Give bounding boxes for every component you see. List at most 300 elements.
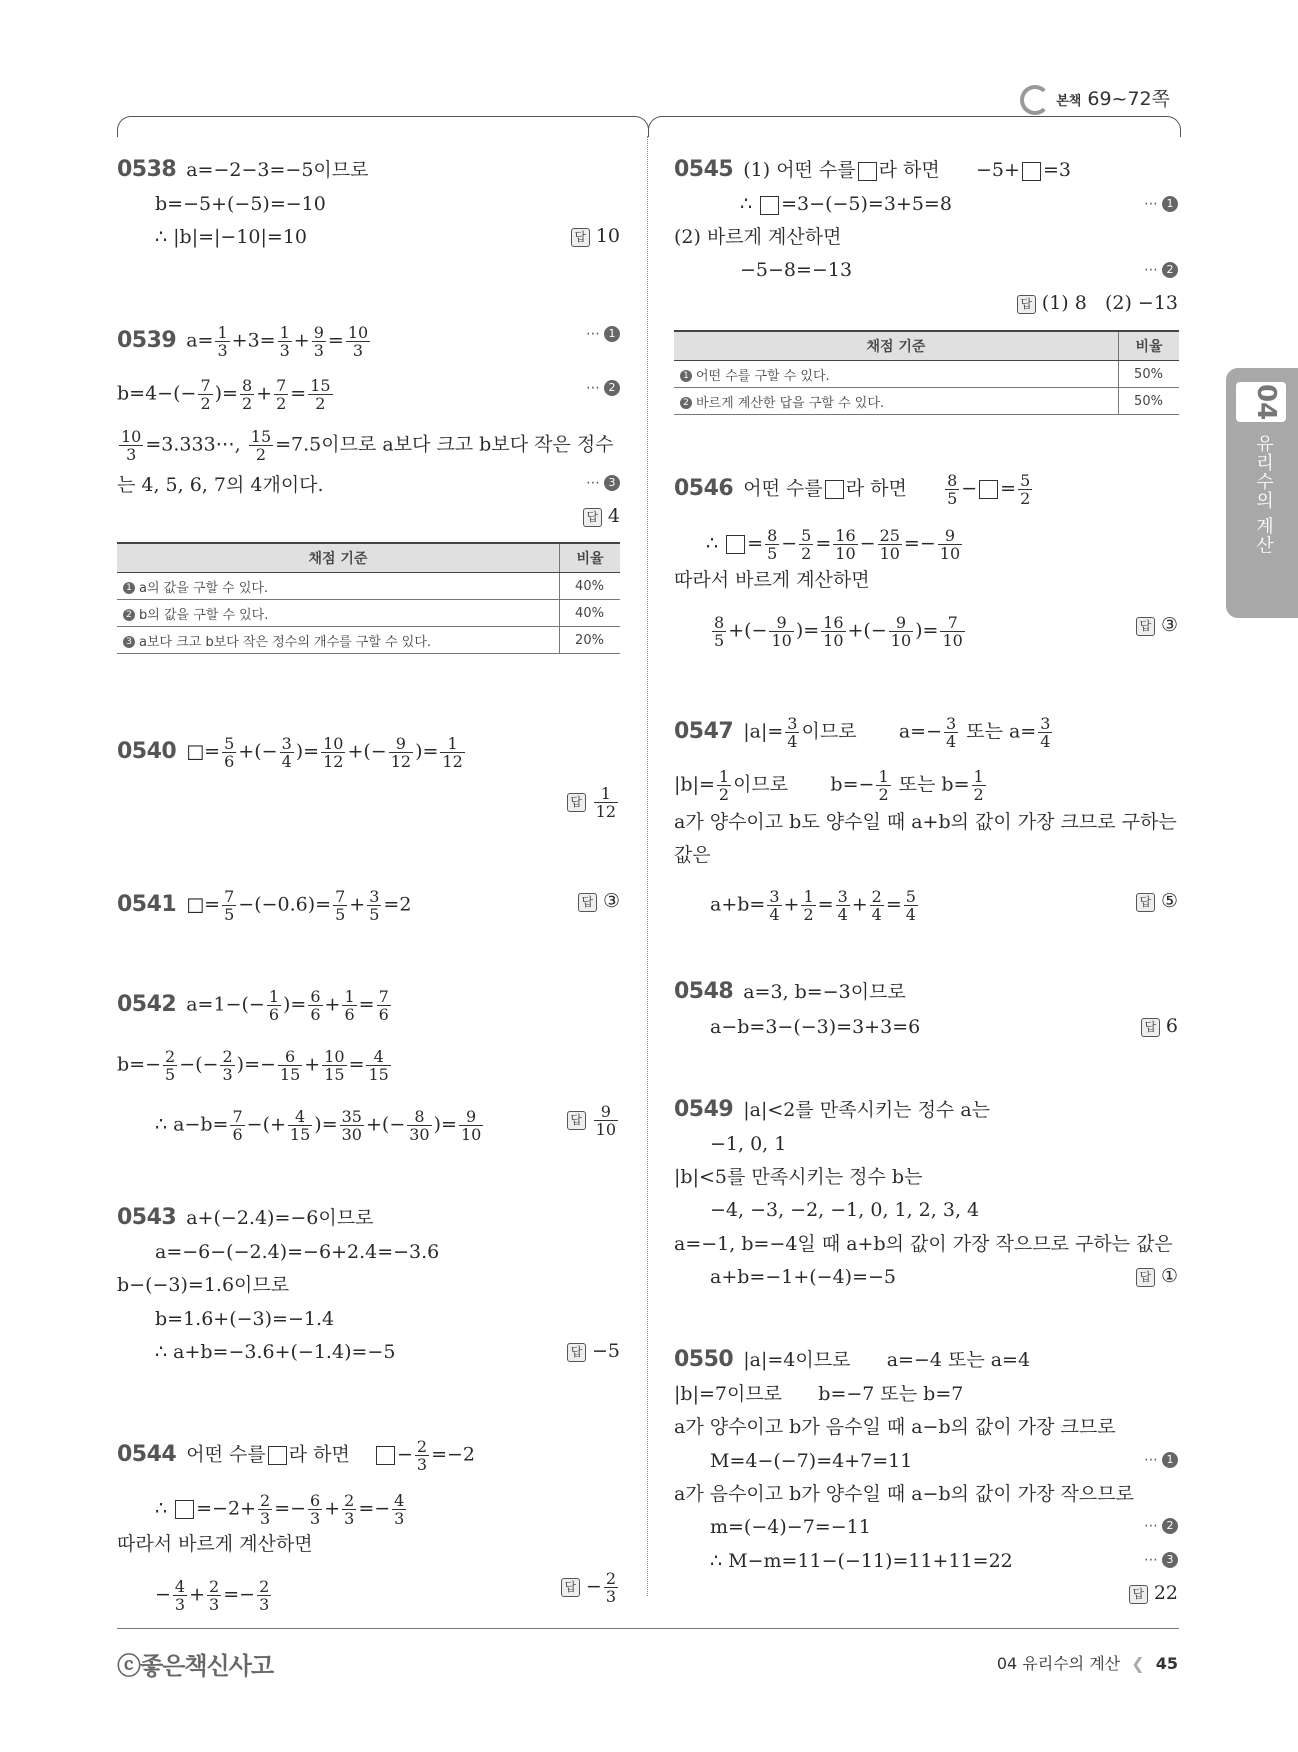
fraction <box>308 988 322 1023</box>
fd: 12 <box>323 752 344 771</box>
fd: 6 <box>232 1125 243 1144</box>
fd: 2 <box>241 394 253 413</box>
p0550-line7: ∴ M−m=11−(−11)=11+11=22 <box>710 1550 1013 1572</box>
fd: 12 <box>442 752 463 771</box>
p0539-line3 <box>117 428 614 463</box>
step-dot: 2 <box>1162 1518 1178 1534</box>
t: =− <box>274 1497 307 1520</box>
t: − <box>781 532 798 555</box>
fraction <box>274 377 288 412</box>
fn: 8 <box>407 1108 431 1126</box>
t: =−2 <box>431 1443 476 1466</box>
p0550-line2 <box>674 1382 963 1406</box>
answer-value: ③ <box>1160 614 1178 636</box>
t: −(−0.6)= <box>238 893 332 916</box>
problem-number: 0549 <box>674 1097 734 1122</box>
answer-icon: 답 <box>1017 295 1036 314</box>
t: =2 <box>383 893 412 916</box>
t: =3 <box>1042 159 1071 181</box>
fn: 7 <box>224 887 235 906</box>
answer <box>1141 1015 1178 1037</box>
p0547-line3: a가 양수이고 b도 양수일 때 a+b의 값이 가장 크므로 구하는 <box>674 811 1177 833</box>
fraction <box>257 1578 271 1613</box>
t: + <box>851 893 868 916</box>
fraction <box>389 735 413 770</box>
fd: 3 <box>174 1595 186 1614</box>
t: + <box>256 382 273 405</box>
t: )= <box>214 382 238 405</box>
t: =− <box>903 532 936 555</box>
fraction <box>767 888 781 923</box>
p0542-line3 <box>155 1108 485 1143</box>
answer <box>1136 614 1178 636</box>
fraction <box>940 614 964 649</box>
fn: 9 <box>889 614 913 632</box>
step-dot: 1 <box>1162 196 1178 212</box>
step-dot: 1 <box>604 326 620 342</box>
fd: 2 <box>803 905 814 924</box>
p0550-line3: a가 양수이고 b가 음수일 때 a−b의 값이 가장 크므로 <box>674 1416 1116 1438</box>
fn: 9 <box>594 1103 618 1121</box>
answer <box>567 1103 620 1138</box>
fraction <box>308 1492 322 1527</box>
fraction <box>833 527 857 562</box>
problem-number: 0541 <box>117 891 177 917</box>
fn: 7 <box>232 1107 243 1126</box>
fn: 3 <box>946 714 957 733</box>
fn: 10 <box>323 734 344 753</box>
fn: 2 <box>871 887 882 906</box>
t: ∴ <box>706 532 719 555</box>
problem-number: 0547 <box>674 718 734 744</box>
answer <box>567 785 620 820</box>
fn: 35 <box>341 1107 362 1126</box>
p0549-line5: a=−1, b=−4일 때 a+b의 값이 가장 작으므로 구하는 값은 <box>674 1233 1173 1255</box>
t: 라 하면 <box>845 477 907 500</box>
criteria-cell <box>117 627 560 654</box>
answer-icon: 답 <box>567 1111 586 1130</box>
fraction <box>288 1108 312 1143</box>
t: +3= <box>231 329 276 352</box>
problem-number: 0538 <box>117 157 177 182</box>
fd: 30 <box>409 1125 430 1144</box>
fraction <box>415 1438 429 1473</box>
t: 어떤 수를 <box>186 1443 266 1466</box>
fraction <box>717 768 731 803</box>
mark: 3 <box>123 636 135 648</box>
t: =− <box>223 1583 256 1606</box>
fn: 2 <box>165 1047 176 1066</box>
t: )= <box>795 619 820 642</box>
criteria-cell <box>117 573 560 600</box>
t: −(− <box>179 1053 219 1076</box>
problem-0542 <box>117 988 393 1023</box>
t: □= <box>186 740 221 763</box>
p0544-line3: 따라서 바르게 계산하면 <box>117 1533 313 1555</box>
problem-0540 <box>117 735 467 770</box>
fn: 1 <box>878 767 889 786</box>
fd: 10 <box>835 544 856 563</box>
fn: 9 <box>389 735 413 753</box>
fn: 2 <box>344 1491 355 1510</box>
t: )= <box>433 1113 457 1136</box>
fraction <box>321 735 345 770</box>
problem-number: 0544 <box>117 1441 177 1467</box>
fd: 15 <box>324 1065 345 1084</box>
step-marker: ⋯ 1 <box>1144 196 1178 212</box>
t: = <box>358 993 375 1016</box>
step-dot: 3 <box>604 475 620 491</box>
fn: 2 <box>416 1437 428 1456</box>
fraction <box>119 428 143 463</box>
t: − <box>585 1575 602 1598</box>
fn: 1 <box>803 887 814 906</box>
ratio-header: 비율 <box>560 543 621 573</box>
step-marker: ⋯ 1 <box>1144 1452 1178 1468</box>
t: =3−(−5)=3+5=8 <box>781 193 952 215</box>
answer <box>1129 1582 1178 1604</box>
fraction <box>377 988 391 1023</box>
fd: 2 <box>315 394 326 413</box>
t: |a|<2를 만족시키는 정수 a는 <box>743 1099 991 1121</box>
fraction <box>220 1048 234 1083</box>
p0550-line5: a가 음수이고 b가 양수일 때 a−b의 값이 가장 작으므로 <box>674 1483 1134 1505</box>
fd: 2 <box>276 394 287 413</box>
blank-box-icon <box>760 196 779 215</box>
blank-box-icon <box>1022 162 1041 181</box>
column-divider <box>647 136 648 1596</box>
t: )= <box>295 740 320 763</box>
t: + <box>324 993 341 1016</box>
fraction <box>312 324 326 359</box>
step-marker: ⋯ 3 <box>1144 1552 1178 1568</box>
fd: 4 <box>769 905 780 924</box>
fn: 9 <box>459 1108 483 1126</box>
answer <box>1136 1265 1178 1287</box>
t: = <box>348 1053 365 1076</box>
fraction <box>230 1108 244 1143</box>
fraction <box>870 888 884 923</box>
answer-value: ③ <box>602 890 620 912</box>
fd: 4 <box>837 905 848 924</box>
fraction <box>342 988 356 1023</box>
fd: 3 <box>217 341 228 360</box>
ratio-header: 비율 <box>1119 331 1180 361</box>
t: + <box>324 1497 341 1520</box>
fn: 4 <box>394 1491 405 1510</box>
fd: 3 <box>260 1509 271 1528</box>
p0538-line3: ∴ |b|=|−10|=10 <box>155 226 308 248</box>
t: + <box>293 329 310 352</box>
fd: 10 <box>879 544 900 563</box>
step-marker: ⋯ 2 <box>1144 1518 1178 1534</box>
mark: 2 <box>123 609 135 621</box>
p0545-line2 <box>740 192 952 216</box>
fraction <box>594 785 618 820</box>
fd: 30 <box>341 1125 362 1144</box>
t: = <box>885 893 902 916</box>
fraction <box>366 1048 390 1083</box>
frame-right <box>648 116 1181 137</box>
t: − <box>961 477 978 500</box>
problem-number: 0539 <box>117 327 177 353</box>
fraction <box>769 614 793 649</box>
answer-icon: 답 <box>578 893 597 912</box>
criteria-header: 채점 기준 <box>117 543 560 573</box>
t: + <box>349 893 366 916</box>
fraction <box>945 472 959 507</box>
fd: 6 <box>268 1005 280 1024</box>
fn: 9 <box>938 527 962 545</box>
p0543-line5: ∴ a+b=−3.6+(−1.4)=−5 <box>155 1341 396 1363</box>
answer-icon: 답 <box>1136 893 1155 912</box>
fn: 1 <box>217 323 228 342</box>
p0549-line4: −4, −3, −2, −1, 0, 1, 2, 3, 4 <box>710 1199 980 1221</box>
t: )=− <box>236 1053 276 1076</box>
fd: 3 <box>259 1595 270 1614</box>
problem-0538 <box>117 158 369 182</box>
t: + <box>304 1053 321 1076</box>
fraction <box>258 1492 272 1527</box>
p0543-line3: b−(−3)=1.6이므로 <box>117 1274 290 1296</box>
step-marker: ⋯ 2 <box>1144 262 1178 278</box>
t: =7.5이므로 a보다 크고 b보다 작은 정수 <box>275 433 614 456</box>
fd: 5 <box>714 631 725 650</box>
fn: 5 <box>1020 471 1031 490</box>
fn: 3 <box>369 887 380 906</box>
fd: 6 <box>378 1005 389 1024</box>
fraction <box>207 1578 221 1613</box>
fn: 2 <box>209 1577 220 1596</box>
fd: 15 <box>279 1065 301 1084</box>
fd: 2 <box>200 394 211 413</box>
t: a+b= <box>710 893 766 916</box>
fraction <box>333 888 347 923</box>
fd: 5 <box>224 905 235 924</box>
fn: 8 <box>714 613 725 632</box>
fraction <box>876 768 890 803</box>
p0548-line2: a−b=3−(−3)=3+3=6 <box>710 1016 921 1038</box>
answer-value: 22 <box>1153 1582 1178 1604</box>
fraction <box>267 988 281 1023</box>
fn: 1 <box>268 987 280 1006</box>
step-dot: 2 <box>1162 262 1178 278</box>
answer <box>567 1340 620 1362</box>
t: a보다 크고 b보다 작은 정수의 개수를 구할 수 있다. <box>139 634 432 650</box>
t: = <box>327 329 344 352</box>
answer <box>1017 292 1178 314</box>
fn: 1 <box>718 767 730 786</box>
criteria-cell <box>117 600 560 627</box>
footer-chapter <box>997 1651 1178 1674</box>
fn: 4 <box>288 1108 312 1126</box>
problem-0543 <box>117 1206 373 1230</box>
mark: 1 <box>123 582 135 594</box>
p0543-line2: a=−6−(−2.4)=−6+2.4=−3.6 <box>155 1241 440 1263</box>
fd: 3 <box>605 1587 616 1606</box>
fd: 2 <box>801 544 812 563</box>
answer <box>561 1570 620 1605</box>
t: |a|= <box>743 720 784 743</box>
fn: 15 <box>310 376 331 395</box>
fd: 6 <box>224 752 235 771</box>
p0544-line4 <box>155 1578 273 1613</box>
fd: 3 <box>126 445 137 464</box>
answer <box>583 505 620 527</box>
t: 이므로 <box>801 720 857 743</box>
fn: 1 <box>594 785 618 803</box>
answer-icon: 답 <box>583 508 602 527</box>
fn: 6 <box>278 1048 302 1066</box>
fraction <box>240 377 254 412</box>
fraction <box>340 1108 364 1143</box>
p0543-line4: b=1.6+(−3)=−1.4 <box>155 1308 335 1330</box>
chapter-title: 유리수의 계산 <box>1253 434 1274 555</box>
t: |b|=7이므로 <box>674 1383 783 1405</box>
fn: 7 <box>940 614 964 632</box>
answer-icon: 답 <box>567 793 586 812</box>
fraction <box>278 1048 302 1083</box>
grading-table <box>117 542 620 654</box>
problem-0550 <box>674 1348 1030 1372</box>
criteria-cell <box>674 361 1119 388</box>
fn: 16 <box>823 613 844 632</box>
p0546-line4 <box>710 614 967 649</box>
fraction <box>459 1108 483 1143</box>
t: +(− <box>365 1113 406 1136</box>
frame-left <box>117 116 649 137</box>
problem-0549 <box>674 1098 990 1122</box>
fraction <box>594 1103 618 1138</box>
t: )= <box>915 619 939 642</box>
answer <box>571 225 620 247</box>
fd: 3 <box>352 341 364 360</box>
fn: 1 <box>973 767 984 786</box>
p0547-line5 <box>710 888 920 923</box>
fn: 1 <box>440 735 464 753</box>
fn: 2 <box>260 1491 271 1510</box>
fraction <box>198 377 212 412</box>
blank-box-icon <box>376 1446 395 1465</box>
p0545-line4: −5−8=−13 <box>740 259 853 281</box>
t: a=3, b=−3이므로 <box>743 981 906 1003</box>
answer-value: 6 <box>1165 1015 1178 1037</box>
answer-value: 10 <box>595 225 620 247</box>
t: +(− <box>728 619 768 642</box>
t: |b|= <box>674 773 715 796</box>
p0547-line2 <box>674 768 988 803</box>
fn: 2 <box>605 1569 616 1588</box>
fd: 10 <box>890 631 912 650</box>
ratio-cell: 40% <box>560 573 621 600</box>
chapter-number: 04 <box>1236 382 1286 422</box>
answer-icon: 답 <box>1136 1268 1155 1287</box>
fd: 3 <box>416 1455 428 1474</box>
fd: 4 <box>281 752 292 771</box>
blank-box-icon <box>979 480 998 499</box>
t: a=−4 또는 a=4 <box>886 1349 1031 1371</box>
t: 이므로 <box>733 773 789 796</box>
step-marker: ⋯ 3 <box>586 475 620 491</box>
fraction <box>222 735 236 770</box>
fn: 7 <box>276 376 287 395</box>
t: b의 값을 구할 수 있다. <box>139 607 269 623</box>
mark: 2 <box>680 397 692 409</box>
fn: 5 <box>801 526 812 545</box>
fn: 2 <box>259 1577 270 1596</box>
fd: 5 <box>947 489 958 508</box>
fd: 10 <box>823 631 844 650</box>
fn: 8 <box>767 526 778 545</box>
fraction <box>944 715 958 750</box>
problem-number: 0542 <box>117 991 177 1017</box>
fd: 12 <box>390 752 412 771</box>
t: 바르게 계산한 답을 구할 수 있다. <box>696 395 885 411</box>
t: 또는 b= <box>898 773 970 796</box>
problem-number: 0543 <box>117 1205 177 1230</box>
answer-value: ⑤ <box>1160 890 1178 912</box>
fn: 10 <box>347 323 369 342</box>
fn: 7 <box>335 887 346 906</box>
problem-number: 0540 <box>117 738 177 764</box>
fn: 4 <box>174 1577 186 1596</box>
answer-value: 4 <box>607 505 620 527</box>
fd: 4 <box>1040 732 1051 751</box>
book-label: 본책 <box>1056 94 1082 109</box>
fd: 4 <box>871 905 882 924</box>
fd: 10 <box>595 1120 616 1139</box>
fd: 2 <box>718 785 730 804</box>
fd: 10 <box>771 631 792 650</box>
fraction <box>765 527 779 562</box>
blank-box-icon <box>726 535 745 554</box>
fd: 3 <box>279 341 290 360</box>
fd: 2 <box>878 785 889 804</box>
t: −(+ <box>246 1113 286 1136</box>
answer-icon: 답 <box>1141 1018 1160 1037</box>
answer-icon: 답 <box>1129 1585 1148 1604</box>
fn: 8 <box>947 471 958 490</box>
t: = <box>747 532 764 555</box>
fn: 5 <box>905 887 916 906</box>
fn: 9 <box>769 614 793 632</box>
fn: 1 <box>279 323 290 342</box>
answer-icon: 답 <box>567 1343 586 1362</box>
p0546-line3: 따라서 바르게 계산하면 <box>674 569 870 591</box>
p0539-line2 <box>117 377 335 412</box>
fd: 5 <box>767 544 778 563</box>
t: 또는 a= <box>966 720 1037 743</box>
p0549-line3: |b|<5를 만족시키는 정수 b는 <box>674 1166 923 1188</box>
fd: 2 <box>1020 489 1031 508</box>
fraction <box>878 527 902 562</box>
t: ∴ <box>155 1497 168 1520</box>
fn: 8 <box>241 376 253 395</box>
fd: 6 <box>310 1005 321 1024</box>
answer <box>1136 890 1178 912</box>
fn: 16 <box>835 526 856 545</box>
t: = <box>290 382 307 405</box>
answer-value: (1) 8 (2) −13 <box>1041 292 1178 314</box>
fraction <box>836 888 850 923</box>
step-dot: 2 <box>604 380 620 396</box>
fn: 3 <box>281 734 292 753</box>
fraction <box>1038 715 1052 750</box>
fd: 3 <box>344 1509 355 1528</box>
fn: 6 <box>310 987 321 1006</box>
fn: 10 <box>324 1047 345 1066</box>
t: □= <box>186 893 221 916</box>
